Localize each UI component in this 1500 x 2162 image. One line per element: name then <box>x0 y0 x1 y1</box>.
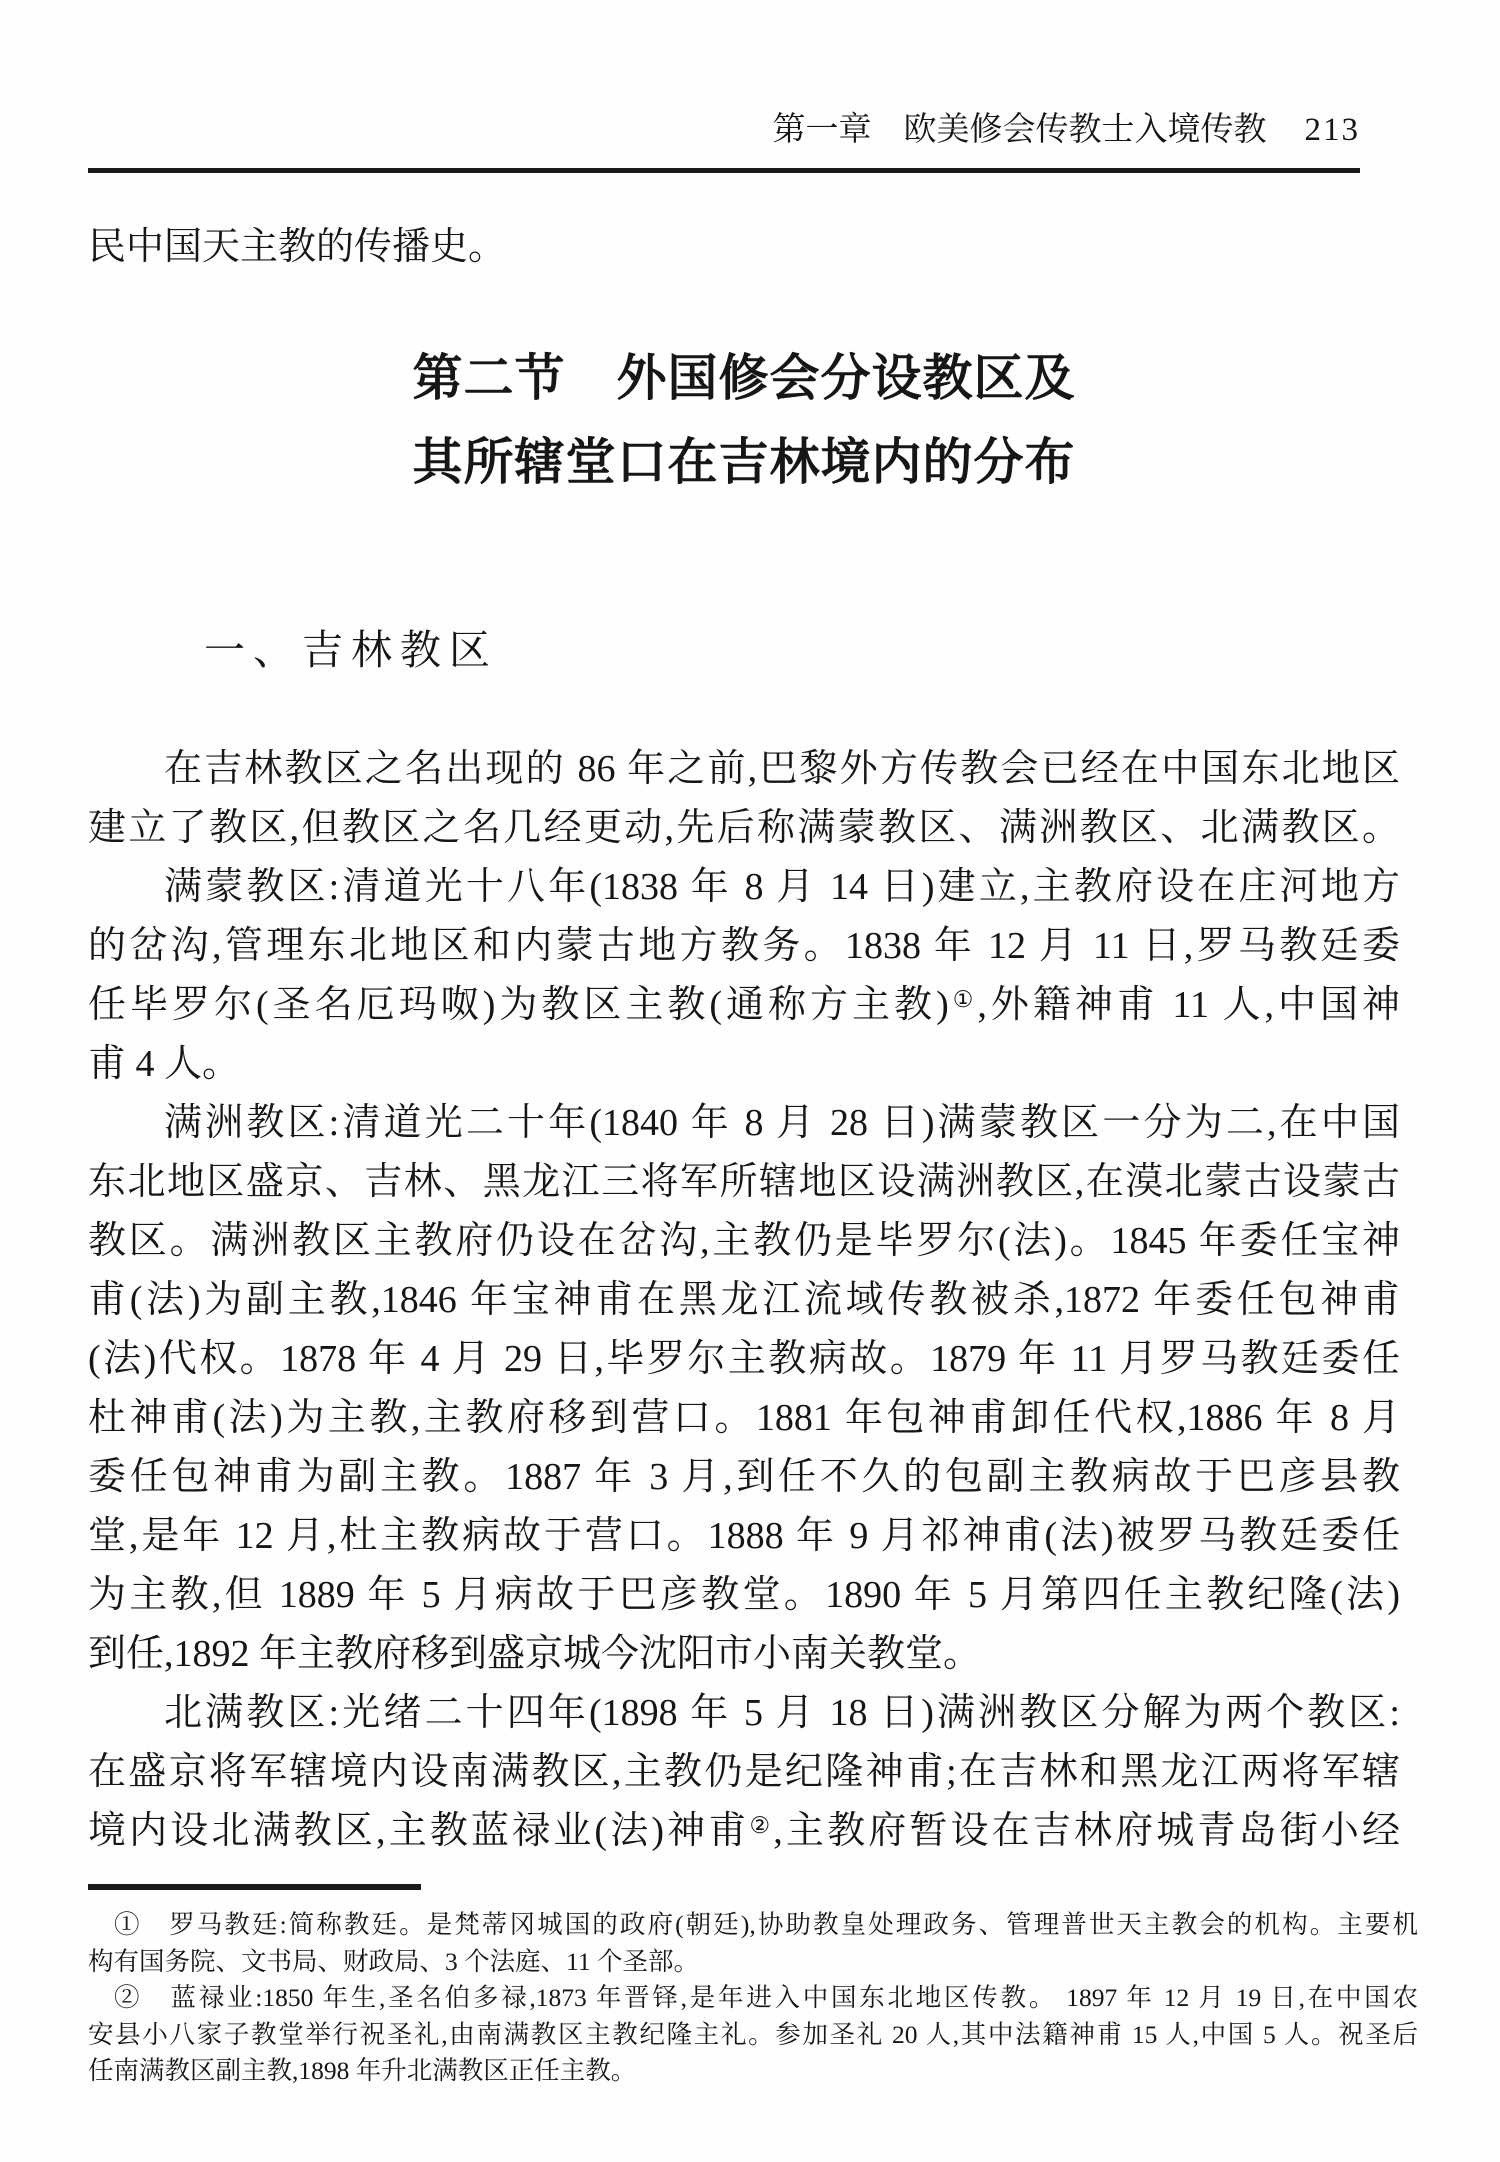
body-line: 建立了教区,但教区之名几经更动,先后称满蒙教区、满洲教区、北满教区。 <box>88 807 1400 849</box>
section-title-line2: 其所辖堂口在吉林境内的分布 <box>412 434 1076 490</box>
page-number: 213 <box>1304 112 1360 148</box>
body-line: 境内设北满教区,主教蓝禄业(法)神甫②,主教府暂设在吉林府城青岛街小经 <box>88 1810 1400 1852</box>
footnote <box>88 1980 1418 2090</box>
body-line: 甫 4 人。 <box>88 1043 241 1085</box>
footnote-ref-mark: ② <box>749 1813 774 1838</box>
body-paragraphs <box>88 740 1400 1861</box>
body-line: 教区。满洲教区主教府仍设在岔沟,主教仍是毕罗尔(法)。1845 年委任宝神 <box>88 1220 1400 1262</box>
footnote-line: ② 蓝禄业:1850 年生,圣名伯多禄,1873 年晋铎,是年进入中国东北地区传教。 1897 年 12 月 19 日,在中国农 <box>114 1983 1418 2012</box>
footnote-ref-mark: ① <box>948 987 978 1012</box>
footnote-line: 安县小八家子教堂举行祝圣礼,由南满教区主教纪隆主礼。参加圣礼 20 人,其中法籍神甫 15 人,中国 5 人。祝圣后 <box>88 2019 1418 2049</box>
body-line: 到任,1892 年主教府移到盛京城今沈阳市小南关教堂。 <box>88 1633 982 1675</box>
body-line: 的岔沟,管理东北地区和内蒙古地方教务。1838 年 12 月 11 日,罗马教廷委 <box>88 925 1400 967</box>
footnote-line: 任南满教区副主教,1898 年升北满教区正任主教。 <box>88 2056 637 2085</box>
body-line: 在盛京将军辖境内设南满教区,主教仍是纪隆神甫;在吉林和黑龙江两将军辖 <box>88 1751 1400 1793</box>
footnote <box>88 1907 1418 1980</box>
paragraph <box>88 1094 1400 1684</box>
paragraph <box>88 858 1400 1094</box>
body-line: 甫(法)为副主教,1846 年宝神甫在黑龙江流域传教被杀,1872 年委任包神甫 <box>88 1279 1400 1321</box>
carryover-line: 民中国天主教的传播史。 <box>88 226 507 268</box>
body-line: 满洲教区:清道光二十年(1840 年 8 月 28 日)满蒙教区一分为二,在中国 <box>164 1102 1400 1144</box>
paragraph <box>88 1684 1400 1861</box>
footnote-separator <box>88 1884 421 1890</box>
section-title-line1: 第二节 外国修会分设教区及 <box>412 350 1076 406</box>
footnote-line: 构有国务院、文书局、财政局、3 个法庭、11 个圣部。 <box>88 1946 700 1976</box>
paragraph <box>88 740 1400 858</box>
section-title <box>88 336 1400 504</box>
header-rule <box>88 168 1360 173</box>
body-line: (法)代权。1878 年 4 月 29 日,毕罗尔主教病故。1879 年 11 月罗马教廷委任 <box>88 1338 1400 1380</box>
header-chapter: 第一章 <box>772 112 872 148</box>
body-line: 为主教,但 1889 年 5 月病故于巴彦教堂。1890 年 5 月第四任主教纪隆(法) <box>88 1574 1400 1616</box>
subsection-title: 一、吉林教区 <box>204 627 498 673</box>
header-title: 欧美修会传教士入境传教 <box>903 112 1267 148</box>
body-line: 北满教区:光绪二十四年(1898 年 5 月 18 日)满洲教区分解为两个教区: <box>164 1692 1400 1734</box>
body-line: 东北地区盛京、吉林、黑龙江三将军所辖地区设满洲教区,在漠北蒙古设蒙古 <box>88 1161 1400 1203</box>
footnote-line: ① 罗马教廷:简称教廷。是梵蒂冈城国的政府(朝廷),协助教皇处理政务、管理普世天主教会的机构。主要机 <box>114 1910 1418 1939</box>
body-line: 任毕罗尔(圣名厄玛呶)为教区主教(通称方主教)①,外籍神甫 11 人,中国神 <box>88 984 1400 1026</box>
body-line: 堂,是年 12 月,杜主教病故于营口。1888 年 9 月祁神甫(法)被罗马教廷委任 <box>88 1515 1400 1557</box>
running-header <box>88 108 1360 152</box>
body-line: 委任包神甫为副主教。1887 年 3 月,到任不久的包副主教病故于巴彦县教 <box>88 1456 1400 1498</box>
body-line: 在吉林教区之名出现的 86 年之前,巴黎外方传教会已经在中国东北地区 <box>164 748 1400 790</box>
footnotes-list <box>88 1907 1418 2090</box>
body-line: 满蒙教区:清道光十八年(1838 年 8 月 14 日)建立,主教府设在庄河地方 <box>164 866 1400 908</box>
body-line: 杜神甫(法)为主教,主教府移到营口。1881 年包神甫卸任代权,1886 年 8 月 <box>88 1397 1400 1439</box>
